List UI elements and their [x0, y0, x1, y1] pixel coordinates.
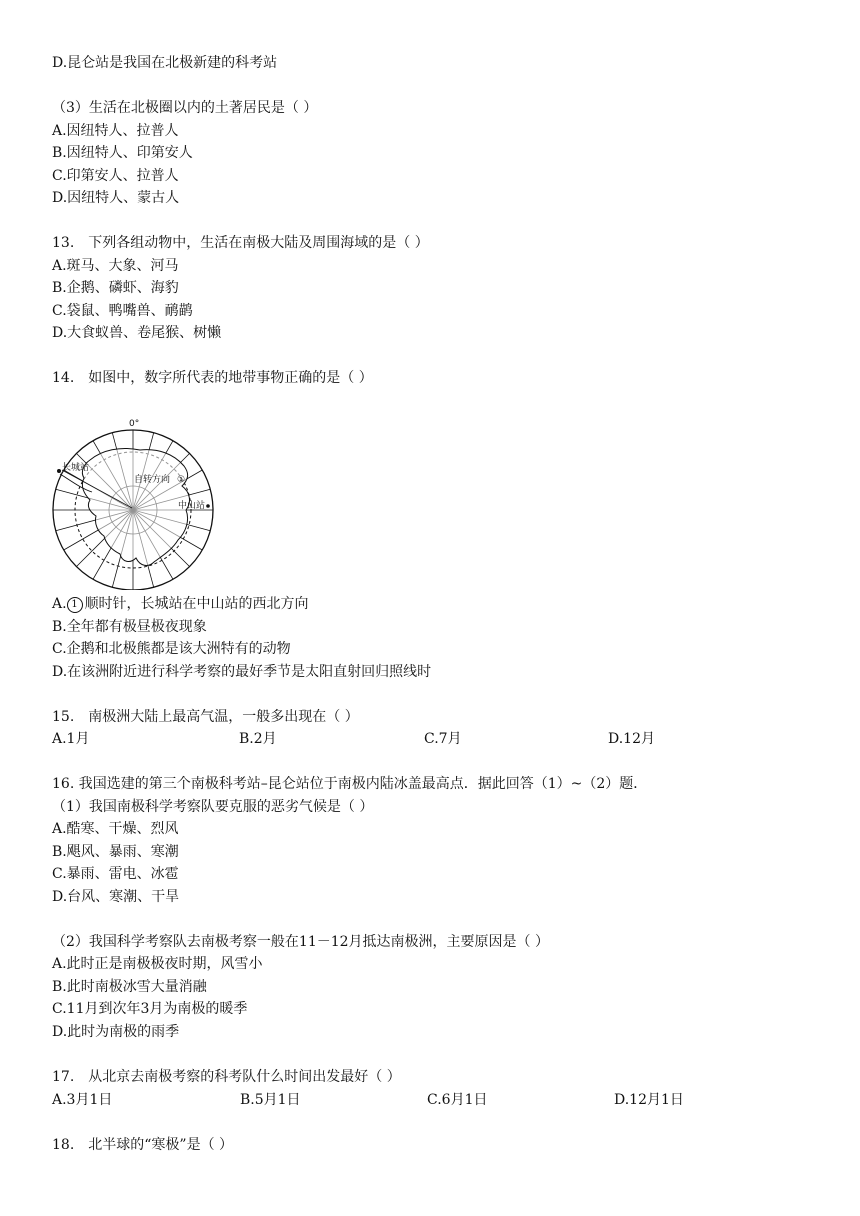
label-number-one: ①	[177, 475, 186, 485]
circled-number-one: 1	[67, 597, 83, 613]
q16-2-option-b: B.此时南极冰雪大量消融	[52, 979, 207, 995]
antarctica-map-svg	[50, 416, 220, 590]
q16-2-option-c: C.11月到次年3月为南极的暖季	[52, 1001, 248, 1017]
q15-option-c: C.7月	[424, 731, 462, 747]
q15-stem: 15. 南极洲大陆上最高气温，一般多出现在（ ）	[52, 709, 359, 725]
q17-option-b: B.5月1日	[240, 1092, 301, 1108]
q13-option-d: D.大食蚁兽、卷尾猴、树懒	[52, 325, 222, 341]
changcheng-station-dot	[57, 469, 61, 473]
q14-option-d: D.在该洲附近进行科学考察的最好季节是太阳直射回归照线时	[52, 664, 432, 680]
q15-options-row	[52, 729, 812, 749]
q17-option-d: D.12月1日	[614, 1092, 684, 1108]
q16-2-stem: （2）我国科学考察队去南极考察一般在11－12月抵达南极洲，主要原因是（ ）	[52, 934, 549, 950]
zhongshan-station-dot	[206, 504, 210, 508]
q14-option-a-prefix: A.	[52, 596, 67, 612]
label-changcheng-station: 长城站	[62, 463, 90, 473]
q16-2-option-a: A.此时正是南极极夜时期，风雪小	[52, 956, 263, 972]
prev-question-option-d: D.昆仑站是我国在北极新建的科考站	[52, 55, 278, 71]
q16-2-option-d: D.此时为南极的雨季	[52, 1024, 180, 1040]
label-zhongshan-station: 中山站	[178, 501, 206, 511]
q16-1-stem: （1）我国南极科学考察队要克服的恶劣气候是（ ）	[52, 799, 374, 815]
q16-1-option-c: C.暴雨、雷电、冰雹	[52, 866, 179, 882]
q16-1-option-a: A.酷寒、干燥、烈风	[52, 821, 179, 837]
q14-option-b: B.全年都有极昼极夜现象	[52, 619, 207, 635]
q13-option-c: C.袋鼠、鸭嘴兽、鸸鹋	[52, 303, 193, 319]
q12-3-option-d: D.因纽特人、蒙古人	[52, 190, 180, 206]
antarctica-polar-map	[50, 416, 220, 590]
q12-3-option-b: B.因纽特人、印第安人	[52, 145, 193, 161]
label-zero-meridian: 0°	[129, 419, 140, 429]
q16-intro: 16. 我国选建的第三个南极科考站–昆仑站位于南极内陆冰盖最高点．据此回答（1）~（2）题．	[52, 776, 648, 792]
q17-option-c: C.6月1日	[427, 1092, 488, 1108]
q15-option-b: B.2月	[239, 731, 277, 747]
q14-option-a	[52, 594, 309, 614]
q15-option-d: D.12月	[608, 731, 655, 747]
q14-option-c: C.企鹅和北极熊都是该大洲特有的动物	[52, 641, 291, 657]
antarctica-coastline	[82, 448, 189, 565]
q14-stem: 14. 如图中，数字所代表的地带事物正确的是（ ）	[52, 370, 373, 386]
q16-1-option-b: B.飓风、暴雨、寒潮	[52, 844, 179, 860]
q13-option-a: A.斑马、大象、河马	[52, 258, 179, 274]
q13-option-b: B.企鹅、磷虾、海豹	[52, 280, 179, 296]
q17-stem: 17. 从北京去南极考察的科考队什么时间出发最好（ ）	[52, 1069, 401, 1085]
q16-1-option-d: D.台风、寒潮、干旱	[52, 889, 180, 905]
q12-3-option-c: C.印第安人、拉普人	[52, 168, 179, 184]
q12-3-option-a: A.因纽特人、拉普人	[52, 123, 179, 139]
q13-stem: 13. 下列各组动物中，生活在南极大陆及周围海域的是（ ）	[52, 235, 429, 251]
q14-option-a-text: 顺时针，长城站在中山站的西北方向	[84, 596, 309, 612]
q17-option-a: A.3月1日	[52, 1092, 113, 1108]
label-rotation-direction: 自转方向	[134, 475, 171, 485]
q17-options-row	[52, 1090, 812, 1110]
q15-option-a: A.1月	[52, 731, 90, 747]
q12-3-stem: （3）生活在北极圈以内的土著居民是（ ）	[52, 100, 318, 116]
q18-stem: 18. 北半球的“寒极”是（ ）	[52, 1137, 234, 1153]
